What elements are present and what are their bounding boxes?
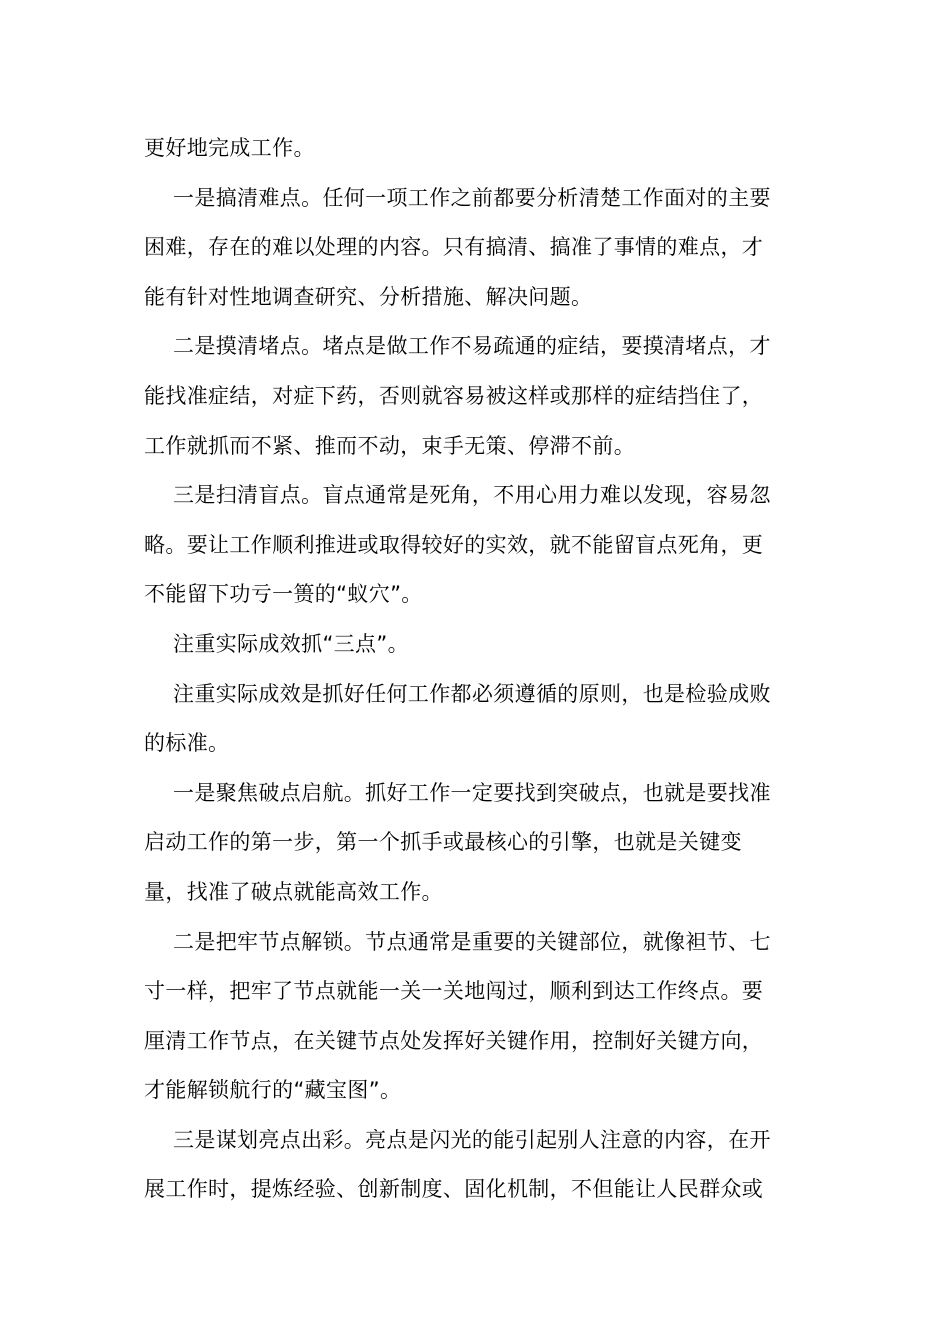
text-line: 能有针对性地调查研究、分析措施、解决问题。 — [144, 284, 593, 309]
text-line: 能找准症结，对症下药，否则就容易被这样或那样的症结挡住了， — [144, 383, 764, 408]
text-line: 略。要让工作顺利推进或取得较好的实效，就不能留盲点死角，更 — [144, 532, 764, 557]
text-line: 寸一样，把牢了节点就能一关一关地闯过，顺利到达工作终点。要 — [144, 979, 764, 1004]
paragraph-first-line: 二是把牢节点解锁。节点通常是重要的关键部位，就像袒节、七 — [173, 929, 771, 954]
paragraph-first-line: 注重实际成效是抓好任何工作都必须遵循的原则，也是检验成败 — [173, 681, 771, 706]
text-line: 不能留下功亏一篑的“蚁穴”。 — [144, 582, 423, 607]
text-line: 才能解锁航行的“藏宝图”。 — [144, 1078, 402, 1103]
paragraph-first-line: 二是摸清堵点。堵点是做工作不易疏通的症结，要摸清堵点，才 — [173, 334, 771, 359]
text-line: 的标准。 — [144, 731, 230, 756]
document-body — [144, 124, 808, 1215]
text-line: 展工作时，提炼经验、创新制度、固化机制，不但能让人民群众或 — [144, 1177, 764, 1202]
text-line: 更好地完成工作。 — [144, 136, 315, 160]
text-line: 困难，存在的难以处理的内容。只有搞清、搞准了事情的难点，才 — [144, 235, 764, 260]
section-heading: 注重实际成效抓“三点”。 — [173, 631, 409, 656]
paragraph-first-line: 三是谋划亮点出彩。亮点是闪光的能引起别人注意的内容，在开 — [173, 1127, 771, 1152]
paragraph-first-line: 一是聚焦破点启航。抓好工作一定要找到突破点，也就是要找准 — [173, 780, 771, 805]
text-line: 启动工作的第一步，第一个抓手或最核心的引擎，也就是关键变 — [144, 830, 742, 855]
text-line: 量，找准了破点就能高效工作。 — [144, 879, 443, 904]
text-line: 工作就抓而不紧、推而不动，束手无策、停滞不前。 — [144, 433, 636, 458]
paragraph-first-line: 三是扫清盲点。盲点通常是死角，不用心用力难以发现，容易忽 — [173, 483, 771, 508]
text-line: 厘清工作节点，在关键节点处发挥好关键作用，控制好关键方向， — [144, 1028, 764, 1053]
paragraph-first-line: 一是搞清难点。任何一项工作之前都要分析清楚工作面对的主要 — [173, 185, 771, 210]
